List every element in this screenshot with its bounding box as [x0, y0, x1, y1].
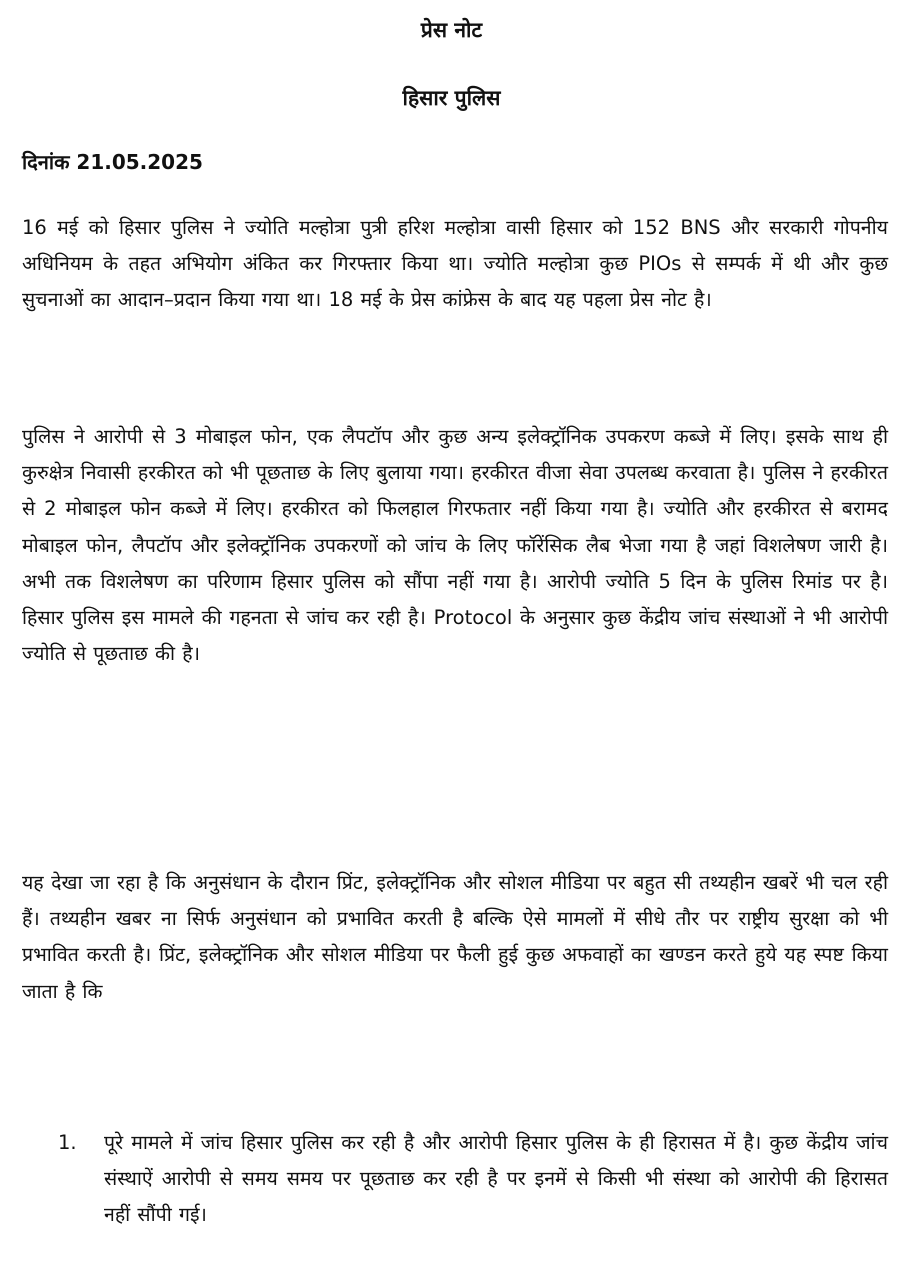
list-item-text: पूरे मामले में जांच हिसार पुलिस कर रही है और आरोपी हिसार पुलिस के ही हिरासत में है। कुछ केंद्रीय जांच संस्थाऐं आरोपी से समय समय पर पूछताछ कर रही है पर इनमें से किसी भी संस्था को आरोपी की हिरासत नहीं सौंपी गई।	[104, 1131, 888, 1227]
paragraph-seizure: पुलिस ने आरोपी से 3 मोबाइल फोन, एक लैपटॉप और कुछ अन्य इलेक्ट्रॉनिक उपकरण कब्जे में लिए। इसके साथ ही कुरुक्षेत्र निवासी हरकीरत को भी पूछताछ के लिए बुलाया गया। हरकीरत वीजा सेवा उपलब्ध करवाता है। पुलिस ने हरकीरत से 2 मोबाइल फोन कब्जे में लिए। हरकीरत को फिलहाल गिरफतार नहीं किया गया है। ज्योति और हरकीरत से बरामद मोबाइल फोन, लैपटॉप और इलेक्ट्रॉनिक उपकरणों को जांच के लिए फॉरेंसिक लैब भेजा गया है जहां विशलेषण जारी है। अभी तक विशलेषण का परिणाम हिसार पुलिस को सौंपा नहीं गया है। आरोपी ज्योति 5 दिन के पुलिस रिमांड पर है। हिसार पुलिस इस मामले की गहनता से जांच कर रही है। Protocol के अनुसार कुछ केंद्रीय जांच संस्थाओं ने भी आरोपी ज्योति से पूछताछ की है।	[22, 425, 888, 666]
paragraph-arrest: 16 मई को हिसार पुलिस ने ज्योति मल्होत्रा पुत्री हरिश मल्होत्रा वासी हिसार को 152 BNS और सरकारी गोपनीय अधिनियम के तहत अभियोग अंकित कर गिरफ्तार किया था। ज्योति मल्होत्रा कुछ PIOs से सम्पर्क में थी और कुछ सुचनाओं का आदान–प्रदान किया गया था। 18 मई के प्रेस कांफ्रेस के बाद यह पहला प्रेस नोट है।	[22, 216, 888, 312]
list-item-number: 1.	[58, 1131, 77, 1154]
clarification-list	[22, 1125, 888, 1234]
paragraph-rumors: यह देखा जा रहा है कि अनुसंधान के दौरान प्रिंट, इलेक्ट्रॉनिक और सोशल मीडिया पर बहुत सी तथ्यहीन खबरें भी चल रही हैं। तथ्यहीन खबर ना सिर्फ अनुसंधान को प्रभावित करती है बल्कि ऐसे मामलों में सीधे तौर पर राष्ट्रीय सुरक्षा को भी प्रभावित करती है। प्रिंट, इलेक्ट्रॉनिक और सोशल मीडिया पर फैली हुई कुछ अफवाहों का खण्डन करते हुये यह स्पष्ट किया जाता है कि	[22, 871, 888, 1003]
page-subtitle: हिसार पुलिस	[402, 86, 501, 110]
list-item	[22, 1125, 888, 1234]
date-line: दिनांक 21.05.2025	[22, 150, 203, 174]
page-title: प्रेस नोट	[420, 18, 483, 42]
